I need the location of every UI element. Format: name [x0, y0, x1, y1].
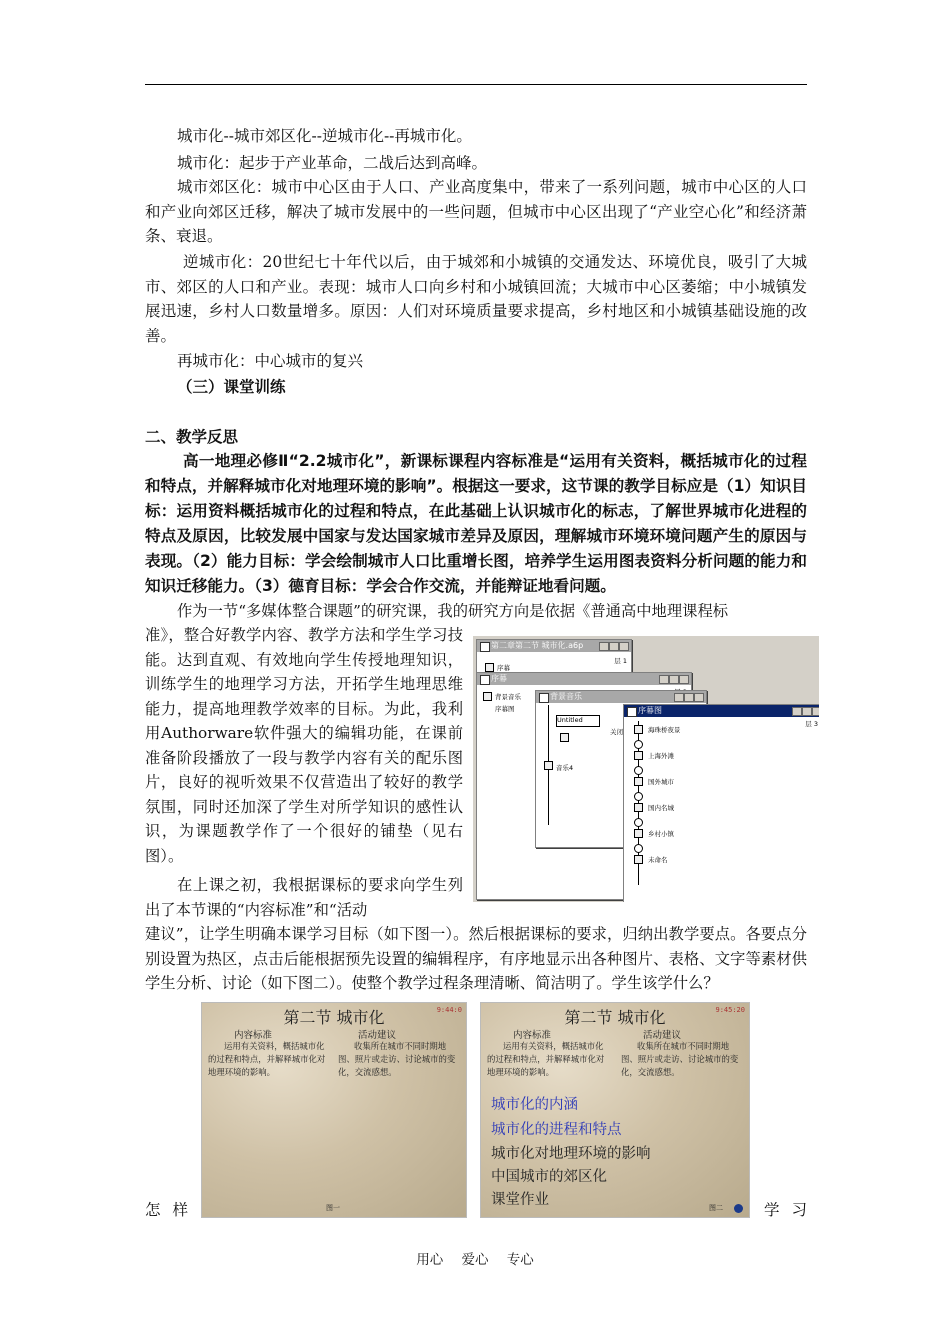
window-main: 第二章第二节 城市化.a6p 层 1 序幕	[476, 639, 632, 896]
text-fragment-left: 怎样	[145, 1201, 201, 1219]
menu-item-hotspot[interactable]: 课堂作业	[491, 1192, 549, 1208]
section-heading: 二、教学反思	[145, 428, 239, 446]
window-music: 背景音乐 Untitled 关闭 音乐4	[535, 690, 707, 848]
reflection-paragraph: 高一地理必修Ⅱ“2.2城市化”，新课标课程内容标准是“运用有关资料，概括城市化的过程和特点，并解释城市化对地理环境的影响”。根据这一要求，这节课的教学目标应是（1）知识目标：运用资料概括城市化的过程和特点，在此基础上认识城市化的标志，了解世界城市化进程的特点及原因，比较发展中国家与发达国家城市差异及原因，理解城市环境环境问题产生的原因与表现。（2）能力目标：学会绘制城市人口比重增长图，培养学生运用图表资料分析问题的能力和知识迁移能力。（3）德育目标：学会合作交流，并能辩证地看问题。	[145, 452, 807, 595]
multimedia-first-line: 作为一节“多媒体整合课题”的研究课，我的研究方向是依据《普通高中地理课程标	[177, 602, 729, 620]
header-rule	[145, 84, 807, 85]
multimedia-left-column-2: 在上课之初，我根据课标的要求向学生列出了本节课的“内容标准”和“活动	[145, 876, 463, 919]
multimedia-full-paragraph: 建议”，让学生明确本课学习目标（如下图一）。然后根据课标的要求，归纳出教学要点。各要点分别设置为热区，点击后能根据预先设置的编辑程序，有序地显示出各种图片、表格、文字等素材供学生分析、讨论（如下图二）。使整个教学过程条理清晰、简洁明了。学生该学什么？	[145, 925, 807, 992]
menu-item-hotspot[interactable]: 中国城市的郊区化	[491, 1169, 607, 1185]
slide-figure-2: 第二节 城市化 9:45:20 内容标准 活动建议 运用有关资料，概括城市化的过程和特点，并解释城市化对地理环境的影响。 收集所在城市不同时期地图、照片或走访、讨论城市的变化，交流感想。 城市化的内涵 城市化的进程和特点 城市化对地理环境的影响 中国城市的郊区化 课堂作业 图二	[480, 1002, 750, 1218]
page-footer: 用心 爱心 专心	[416, 1252, 534, 1268]
menu-item-hotspot[interactable]: 城市化的进程和特点	[491, 1122, 622, 1138]
multimedia-left-column: 准》，整合好教学内容、教学方法和学生学习技能。达到直观、有效地向学生传授地理知识，训练学生的地理学习方法，开拓学生地理思维能力，提高地理教学效率的目标。为此，我利用Authorware软件强大的编辑功能，在课前准备阶段播放了一段与教学内容有关的配乐图片，良好的视听效果不仅营造出了较好的教学氛围，同时还加深了学生对所学知识的感性认识，为课题教学作了一个很好的铺垫（见右图）。	[145, 626, 463, 865]
text-line: 城市化--城市郊区化--逆城市化--再城市化。	[177, 127, 472, 145]
globe-icon	[734, 1204, 743, 1213]
menu-item-hotspot[interactable]: 城市化的内涵	[491, 1097, 578, 1113]
menu-item-hotspot[interactable]: 城市化对地理环境的影响	[491, 1146, 651, 1162]
paragraph-suburbanization: 城市郊区化：城市中心区由于人口、产业高度集中，带来了一系列问题，城市中心区的人口和产业向郊区迁移，解决了城市发展中的一些问题，但城市中心区出现了“产业空心化”和经济萧条、衰退。	[145, 178, 807, 245]
section-subheading: （三）课堂训练	[177, 378, 286, 396]
paragraph-counter-urbanization: 逆城市化：20世纪七十年代以后，由于城郊和小城镇的交通发达、环境优良，吸引了大城市、郊区的人口和产业。表现：城市人口向乡村和小城镇回流；大城市中心区萎缩；中小城镇发展迅速，乡村人口数量增多。原因：人们对环境质量要求提高，乡村地区和小城镇基础设施的改善。	[145, 253, 807, 345]
slide-figure-1: 第二节 城市化 9:44:0 内容标准 活动建议 运用有关资料，概括城市化的过程和特点，并解释城市化对地理环境的影响。 收集所在城市不同时期地图、照片或走访、讨论城市的变化，交流感想。 图一	[201, 1002, 467, 1218]
authorware-screenshot	[473, 636, 819, 902]
text-fragment-right: 学习	[764, 1201, 820, 1219]
window-prelude: 序幕 背景音乐 序幕图	[476, 672, 692, 900]
text-line: 城市化：起步于产业革命，二战后达到高峰。	[177, 154, 488, 172]
window-prelude-image: 序幕图 层 3 海珠桥夜景 上海外滩 国外城市 国内名城 乡村小镇 未命名	[623, 704, 819, 902]
text-line: 再城市化：中心城市的复兴	[177, 352, 364, 370]
